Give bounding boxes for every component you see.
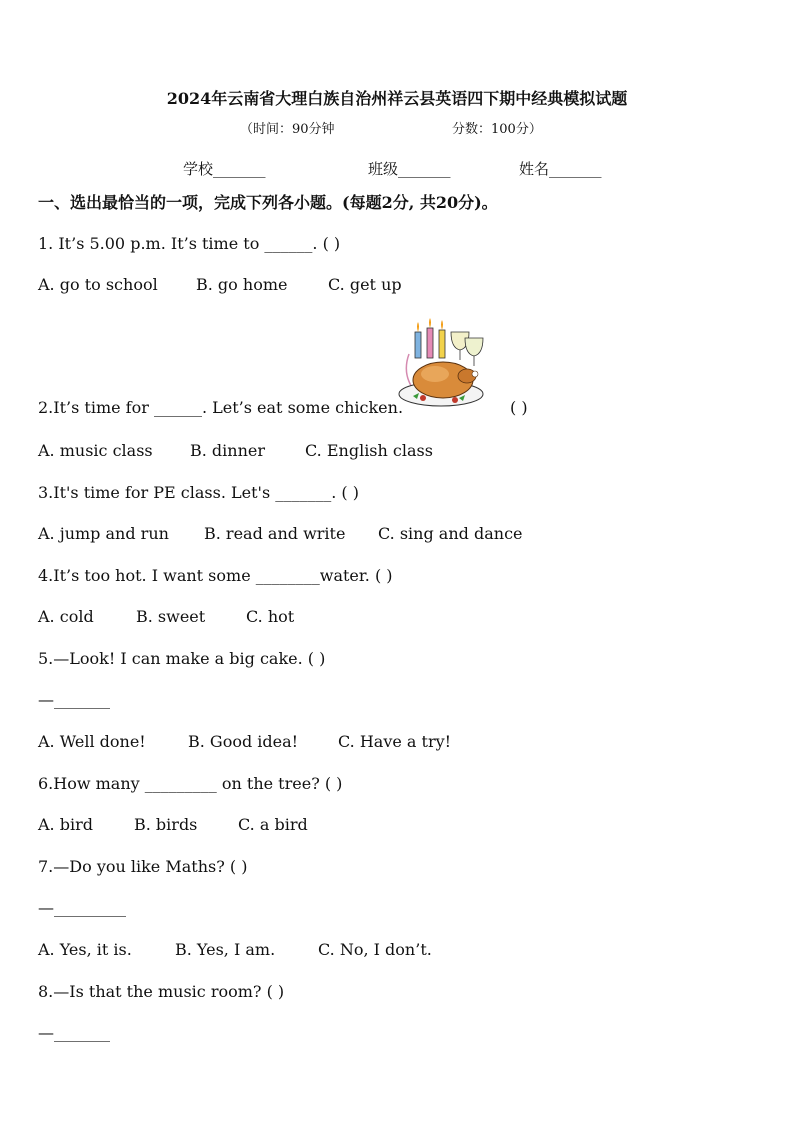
q8-response-line: —_______	[38, 1023, 110, 1042]
q3-option-c: C. sing and dance	[378, 524, 523, 543]
q2-answer-paren: ( )	[510, 398, 528, 417]
q2-option-b: B. dinner	[190, 441, 266, 460]
q4-option-c: C. hot	[246, 607, 295, 626]
school-field: 学校_______	[183, 160, 266, 178]
exam-score: 分数：100分）	[452, 122, 542, 137]
q7-option-c: C. No, I don’t.	[318, 940, 432, 959]
question-6: 6.How many _________ on the tree? ( )	[38, 774, 343, 793]
q1-option-b: B. go home	[196, 275, 288, 294]
q7-response-line: —_________	[38, 898, 126, 917]
q1-option-a: A. go to school	[38, 275, 158, 294]
name-field: 姓名_______	[519, 160, 602, 178]
q4-option-b: B. sweet	[136, 607, 206, 626]
q1-option-c: C. get up	[328, 275, 402, 294]
question-5: 5.—Look! I can make a big cake. ( )	[38, 649, 326, 668]
class-field: 班级_______	[368, 160, 451, 178]
q2-option-c: C. English class	[305, 441, 433, 460]
roast-chicken-illustration	[393, 318, 493, 410]
question-3: 3.It's time for PE class. Let's _______. ( )	[38, 483, 359, 502]
q6-option-a: A. bird	[38, 815, 93, 834]
q6-option-c: C. a bird	[238, 815, 308, 834]
q6-option-b: B. birds	[134, 815, 198, 834]
q4-option-a: A. cold	[38, 607, 94, 626]
q5-option-a: A. Well done!	[38, 732, 146, 751]
q5-option-b: B. Good idea!	[188, 732, 299, 751]
exam-time: （时间：90分钟	[240, 122, 335, 137]
q7-option-a: A. Yes, it is.	[38, 940, 132, 959]
q5-response-line: —_______	[38, 690, 110, 709]
question-1: 1. It’s 5.00 p.m. It’s time to ______. ( )	[38, 234, 341, 253]
q2-option-a: A. music class	[38, 441, 153, 460]
question-4: 4.It’s too hot. I want some ________water. ( )	[38, 566, 393, 585]
question-8: 8.—Is that the music room? ( )	[38, 982, 285, 1001]
q5-option-c: C. Have a try!	[338, 732, 452, 751]
section-heading: 一、选出最恰当的一项，完成下列各小题。(每题2分, 共20分)。	[38, 193, 498, 212]
question-7: 7.—Do you like Maths? ( )	[38, 857, 248, 876]
q3-option-a: A. jump and run	[38, 524, 169, 543]
q7-option-b: B. Yes, I am.	[175, 940, 276, 959]
q3-option-b: B. read and write	[204, 524, 346, 543]
page-title: 2024年云南省大理白族自治州祥云县英语四下期中经典模拟试题	[166, 89, 628, 108]
question-2: 2.It’s time for ______. Let’s eat some chicken.	[38, 398, 404, 417]
